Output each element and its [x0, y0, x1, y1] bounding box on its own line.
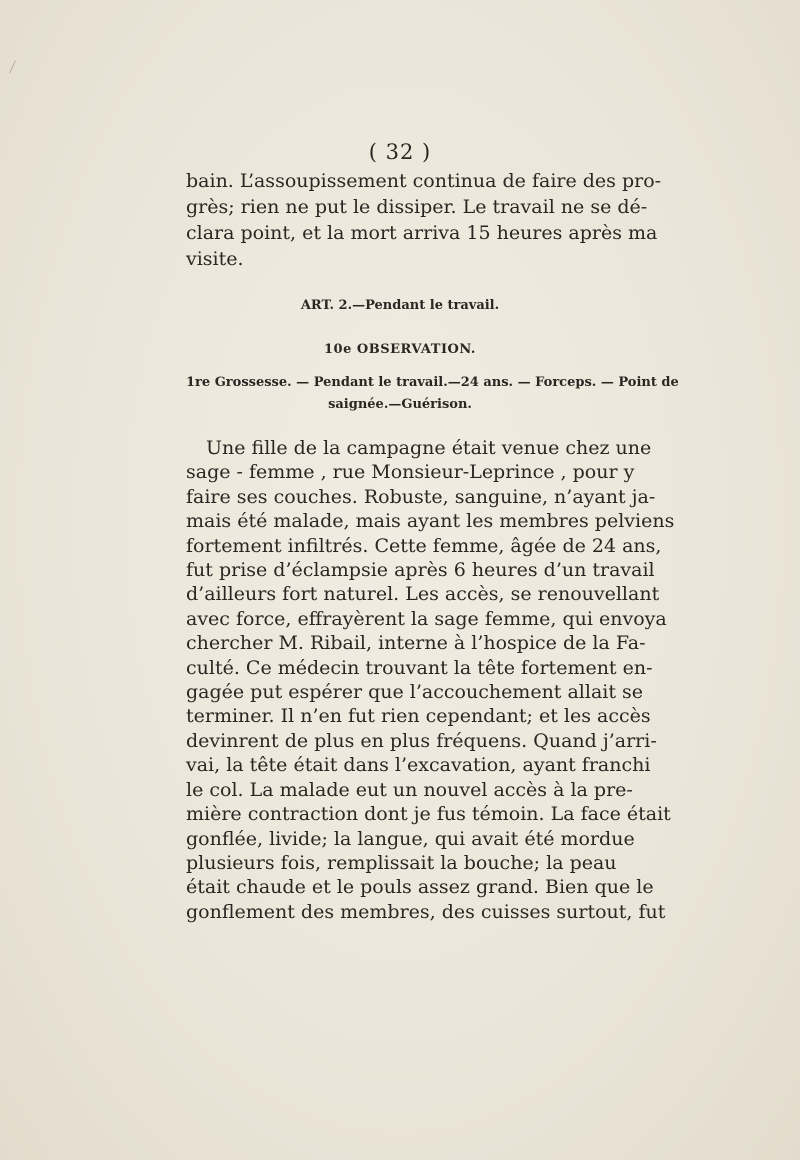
text-line: Une fille de la campagne était venue chez une — [206, 437, 652, 459]
text-line: était chaude et le pouls assez grand. Bien que le — [186, 876, 654, 899]
observation-subtitle — [186, 372, 679, 416]
text-line: d’ailleurs fort naturel. Les accès, se renouvellant — [186, 583, 660, 606]
text-line: plusieurs fois, remplissait la bouche; la peau — [186, 851, 617, 874]
text-line: mière contraction dont je fus témoin. La face était — [186, 803, 671, 826]
text-line: mais été malade, mais ayant les membres pelviens — [186, 510, 675, 533]
text-line: fut prise d’éclampsie après 6 heures d’un travail — [186, 559, 655, 582]
text-line: vai, la tête était dans l’excavation, ayant franchi — [186, 754, 651, 777]
text-line: gonflement des membres, des cuisses surtout, fut — [186, 900, 666, 923]
page-number: ( 32 ) — [368, 140, 432, 164]
paragraph-continued — [186, 168, 662, 272]
observation-heading: 10e OBSERVATION. — [324, 342, 476, 357]
text-line: le col. La malade eut un nouvel accès à la pre- — [186, 778, 633, 801]
subtitle-line: saignée.—Guérison. — [328, 397, 472, 412]
text-line: bain. L’assoupissement continua de faire des pro- — [186, 170, 662, 192]
text-line: faire ses couches. Robuste, sanguine, n’ayant ja- — [186, 485, 656, 508]
text-line: fortement infiltrés. Cette femme, âgée de 24 ans, — [186, 534, 662, 557]
paper-speck — [9, 60, 16, 73]
article-heading: ART. 2.—Pendant le travail. — [300, 298, 500, 313]
text-line: grès; rien ne put le dissiper. Le travail ne se dé- — [186, 196, 648, 218]
paragraph-main — [186, 436, 675, 924]
text-line: culté. Ce médecin trouvant la tête fortement en- — [186, 656, 653, 679]
text-line: gagée put espérer que l’accouchement allait se — [186, 681, 644, 704]
text-line: terminer. Il n’en fut rien cependant; et les accès — [186, 705, 651, 728]
text-line: gonflée, livide; la langue, qui avait été mordue — [186, 827, 635, 850]
text-line: devinrent de plus en plus fréquens. Quand j’arri- — [186, 729, 657, 752]
subtitle-line: 1re Grossesse. — Pendant le travail.—24 ans. — Forceps. — Point de — [186, 375, 679, 390]
text-line: clara point, et la mort arriva 15 heures après ma — [186, 222, 658, 244]
text-line: chercher M. Ribail, interne à l’hospice de la Fa- — [186, 632, 646, 655]
text-line: sage - femme , rue Monsieur-Leprince , pour y — [186, 461, 635, 484]
text-line: avec force, effrayèrent la sage femme, qui envoya — [186, 607, 667, 630]
text-line: visite. — [186, 248, 244, 270]
